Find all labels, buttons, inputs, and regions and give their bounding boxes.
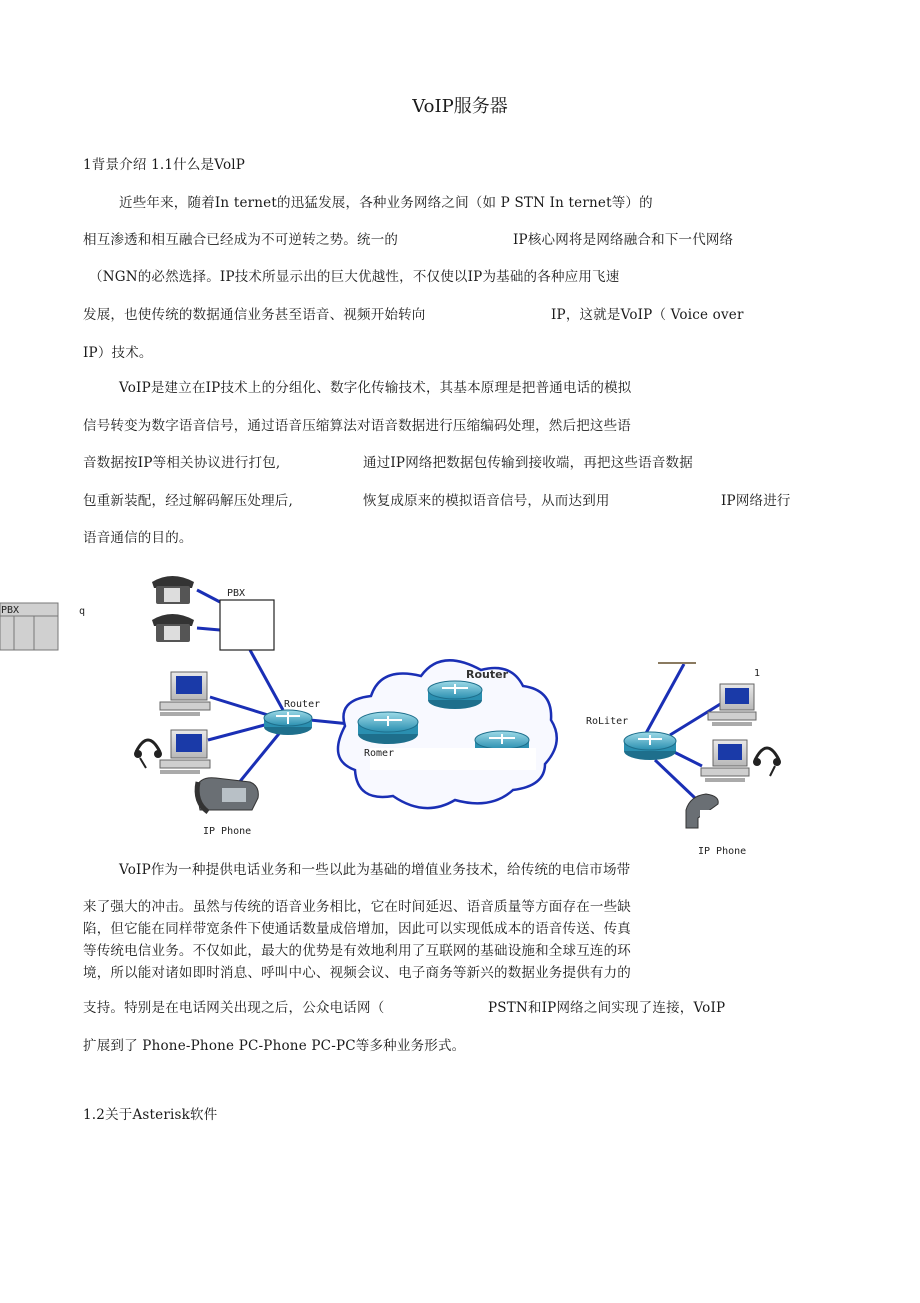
para1-line: IP）技术。 [83,345,153,361]
router-left-label: Router [284,699,321,710]
label-mask [370,748,536,770]
para1-line: 相互渗透和相互融合已经成为不可逆转之势。统一的 [83,232,399,248]
ip-phone-icon [686,794,722,830]
para1-line: IP核心网将是网络融合和下一代网络 [513,232,734,248]
telephone-icon [152,614,194,642]
para2-line: IP网络进行 [721,493,791,509]
para3-line: VoIP作为一种提供电话业务和一些以此为基础的增值业务技术，给传统的电信市场带 [119,862,631,878]
computer-icon [160,672,210,716]
right-mark: 1 [754,668,761,679]
para3-line: 支持。特别是在电话网关出现之后，公众电话网（ [83,1000,385,1016]
para3-line: 境，所以能对诸如即时消息、呼叫中心、视频会议、电子商务等新兴的数据业务提供有力的 [83,965,631,981]
section-heading: 1背景介绍 1.1什么是VolP [83,157,246,173]
para1-line: （NGN的必然选择。IP技术所显示出的巨大优越性，不仅使以IP为基础的各种应用飞速 [89,269,620,285]
para1-line: 近些年来，随着In ternet的迅猛发展，各种业务网络之间（如 P STN In ternet等）的 [119,195,653,211]
para3-line: 扩展到了 Phone-Phone PC-Phone PC-PC等多种业务形式。 [83,1038,466,1054]
q-label: q [79,606,86,617]
router-icon [428,681,482,709]
section-heading: 1.2关于Asterisk软件 [83,1107,218,1123]
headset-icon [753,748,781,776]
para3-line: PSTN和IP网络之间实现了连接，VoIP [488,1000,726,1016]
para2-line: 通过IP网络把数据包传输到接收端，再把这些语音数据 [363,455,693,471]
para3-line: 等传统电信业务。不仅如此，最大的优势是有效地利用了互联网的基础设施和全球互连的环 [83,943,631,959]
para2-line: 信号转变为数字语音信号，通过语音压缩算法对语音数据进行压缩编码处理，然后把这些语 [83,418,631,434]
para3-line: 来了强大的冲击。虽然与传统的语音业务相比，它在时间延迟、语音质量等方面存在一些缺 [83,899,631,915]
pbx-side-label: PBX [1,605,20,616]
para1-line: IP，这就是VoIP（ Voice over [551,307,744,323]
ip-phone-icon [196,778,258,812]
router-icon [358,712,418,744]
router-right-label: RoLiter [586,716,629,727]
computer-icon [160,730,210,774]
para2-line: 音数据按IP等相关协议进行打包, [83,455,281,471]
ip-phone-right-label: IP Phone [698,846,747,857]
para3-line: 陷，但它能在同样带宽条件下使通话数量成倍增加，因此可以实现低成本的语音传送、传真 [83,921,631,937]
pbx-box [220,600,274,650]
para2-line: 恢复成原来的模拟语音信号，从而达到用 [363,493,610,509]
router-icon [264,710,312,735]
para2-line: 包重新装配，经过解码解压处理后, [83,493,293,509]
computer-icon [701,740,749,782]
pbx-label: PBX [227,588,246,599]
router-icon [624,732,676,760]
ip-phone-left-label: IP Phone [203,826,252,837]
para2-line: VoIP是建立在IP技术上的分组化、数字化传输技术，其基本原理是把普通电话的模拟 [119,380,632,396]
router-cloud-left-label: Romer [364,748,395,759]
para1-line: 发展，也使传统的数据通信业务甚至语音、视频开始转向 [83,307,426,323]
page-title: VoIP服务器 [412,96,508,117]
voip-network-diagram [0,560,920,860]
telephone-icon [152,576,194,604]
headset-icon [134,740,162,768]
para2-line: 语音通信的目的。 [83,530,193,546]
router-cloud-label: Router [466,668,509,681]
computer-icon [708,684,756,726]
